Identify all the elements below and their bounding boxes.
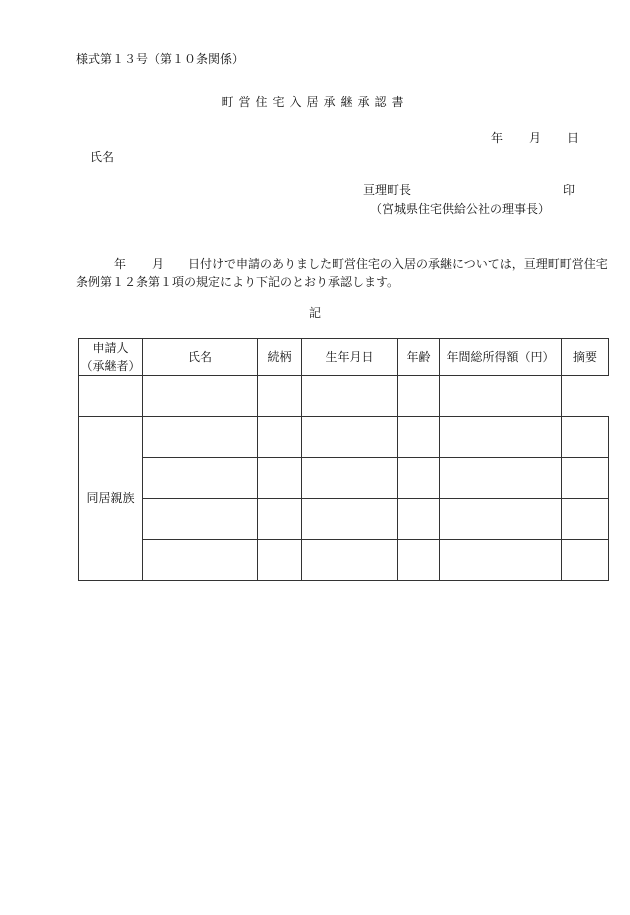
table-cell bbox=[143, 540, 258, 581]
form-number: 様式第１３号（第１０条関係） bbox=[76, 52, 245, 66]
ki-label: 記 bbox=[308, 306, 321, 320]
cohabitant-row bbox=[79, 417, 609, 458]
table-cell bbox=[143, 499, 258, 540]
table-cell bbox=[258, 540, 302, 581]
date-year-label: 年 bbox=[491, 131, 504, 145]
column-header-income: 年間総所得額（円） bbox=[440, 339, 562, 376]
table-cell bbox=[398, 540, 440, 581]
date-day-label: 日 bbox=[567, 131, 580, 145]
table-cell bbox=[440, 540, 562, 581]
table-cell bbox=[143, 376, 258, 417]
applicant-label: 申請人 bbox=[92, 341, 129, 355]
table-cell bbox=[258, 458, 302, 499]
table-cell bbox=[398, 376, 440, 417]
cohabitants-row-header: 同居親族 bbox=[79, 417, 143, 581]
column-header-remarks: 摘要 bbox=[562, 339, 609, 376]
seal-mark: 印 bbox=[563, 183, 576, 197]
table-cell bbox=[258, 499, 302, 540]
body-year-label: 年 bbox=[114, 257, 127, 271]
body-paragraph bbox=[76, 255, 608, 291]
table-cell bbox=[398, 499, 440, 540]
table-cell bbox=[398, 458, 440, 499]
household-table bbox=[78, 338, 609, 581]
table-cell bbox=[302, 376, 398, 417]
table-cell bbox=[302, 458, 398, 499]
column-header-relation: 続柄 bbox=[258, 339, 302, 376]
table-cell bbox=[398, 417, 440, 458]
table-cell bbox=[562, 499, 609, 540]
table-cell bbox=[562, 458, 609, 499]
table-cell bbox=[79, 376, 143, 417]
table-cell bbox=[258, 417, 302, 458]
column-header-name: 氏名 bbox=[143, 339, 258, 376]
table-cell bbox=[143, 458, 258, 499]
table-cell bbox=[440, 376, 562, 417]
table-cell bbox=[302, 540, 398, 581]
cohabitant-row bbox=[79, 458, 609, 499]
date-month-label: 月 bbox=[529, 131, 542, 145]
table-cell bbox=[258, 376, 302, 417]
table-cell bbox=[302, 499, 398, 540]
table-cell bbox=[562, 417, 609, 458]
applicant-sublabel: （承継者） bbox=[80, 359, 141, 373]
table-cell bbox=[562, 540, 609, 581]
applicant-row-header bbox=[79, 339, 143, 376]
table-cell bbox=[440, 458, 562, 499]
cohabitant-row bbox=[79, 540, 609, 581]
cohabitant-row bbox=[79, 499, 609, 540]
document-title: 町営住宅入居承継承認書 bbox=[221, 95, 409, 109]
applicant-row bbox=[79, 376, 609, 417]
table-cell bbox=[143, 417, 258, 458]
table-header-row bbox=[79, 339, 609, 376]
table-cell bbox=[440, 417, 562, 458]
column-header-age: 年齢 bbox=[398, 339, 440, 376]
body-text: 日付けで申請のありました町営住宅の入居の承継については，亘理町町営住宅条例第１２条第１項の規定により下記のとおり承認します。 bbox=[76, 257, 608, 289]
recipient-name-label: 氏名 bbox=[90, 150, 115, 164]
body-month-label: 月 bbox=[152, 257, 165, 271]
issuer-alternate: （宮城県住宅供給公社の理事長） bbox=[370, 202, 551, 216]
issuer-name: 亘理町長 bbox=[363, 183, 412, 197]
table-cell bbox=[302, 417, 398, 458]
column-header-birthdate: 生年月日 bbox=[302, 339, 398, 376]
table-cell bbox=[440, 499, 562, 540]
